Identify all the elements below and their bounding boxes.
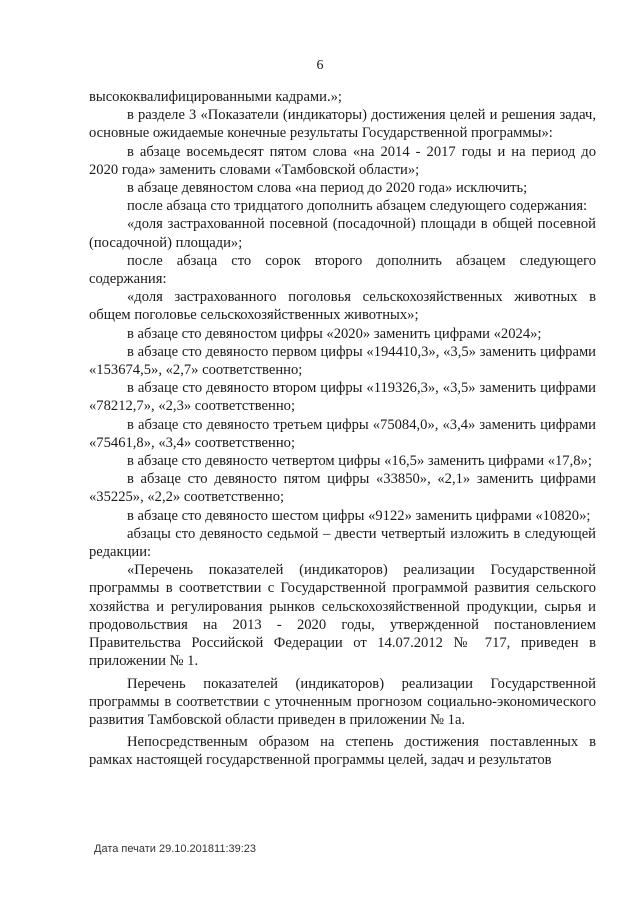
- paragraph: в абзаце сто девяносто первом цифры «194410,3», «3,5» заменить цифрами «153674,5», «2,7» соответственно;: [89, 343, 596, 379]
- print-date: Дата печати 29.10.201811:39:23: [94, 843, 257, 855]
- paragraph: «доля застрахованной посевной (посадочной) площади в общей посевной (посадочной) площади»;: [89, 216, 596, 251]
- paragraph: Перечень показателей (индикаторов) реализации Государственной программы в соответствии с уточненным прогнозом социально-экономического развития Тамбовской области приведен в приложении № 1а.: [89, 675, 596, 728]
- paragraph: после абзаца сто сорок второго дополнить абзацем следующего содержания:: [89, 252, 596, 288]
- paragraph: в абзаце сто девяносто шестом цифры «9122» заменить цифрами «10820»;: [127, 507, 591, 524]
- paragraph: Непосредственным образом на степень достижения поставленных в рамках настоящей государственной программы целей, задач и результатов: [89, 734, 596, 769]
- paragraph: в абзаце девяностом слова «на период до 2020 года» исключить;: [127, 180, 528, 197]
- paragraph: в абзаце сто девяносто третьем цифры «75084,0», «3,4» заменить цифрами «75461,8», «3,4» соответственно;: [89, 416, 596, 451]
- paragraph: после абзаца сто тридцатого дополнить абзацем следующего содержания:: [127, 198, 588, 215]
- paragraph: «Перечень показателей (индикаторов) реализации Государственной программы в соответствии с Государственной программой развития сельского хозяйства и регулирования рынков сельскохозяйственной продукции, сырья и продовольствия на 2013 - 2020 годы, утвержденной постановлением Правительства Российской Федерации от 14.07.2012 № 717, приведен в приложении № 1.: [89, 562, 596, 670]
- paragraph: в абзаце восемьдесят пятом слова «на 2014 - 2017 годы и на период до 2020 года» заменить словами «Тамбовской области»;: [89, 143, 596, 178]
- paragraph: «доля застрахованного поголовья сельскохозяйственных животных в общем поголовье сельскохозяйственных животных»;: [89, 289, 596, 324]
- paragraph: в абзаце сто девяносто четвертом цифры «16,5» заменить цифрами «17,8»;: [127, 453, 592, 470]
- paragraph: высококвалифицированными кадрами.»;: [89, 89, 342, 105]
- paragraph: в разделе 3 «Показатели (индикаторы) достижения целей и решения задач, основные ожидаемые конечные результаты Государственной программы»:: [89, 107, 596, 142]
- paragraph: абзацы сто девяносто седьмой – двести четвертый изложить в следующей редакции:: [89, 525, 596, 561]
- paragraph: в абзаце сто девяносто пятом цифры «33850», «2,1» заменить цифрами «35225», «2,2» соответственно;: [89, 471, 596, 506]
- page-number: 6: [316, 58, 324, 73]
- document-body: [89, 88, 596, 770]
- paragraph: в абзаце сто девяностом цифры «2020» заменить цифрами «2024»;: [127, 325, 542, 342]
- paragraph: в абзаце сто девяносто втором цифры «119326,3», «3,5» заменить цифрами «78212,7», «2,3» соответственно;: [89, 380, 596, 415]
